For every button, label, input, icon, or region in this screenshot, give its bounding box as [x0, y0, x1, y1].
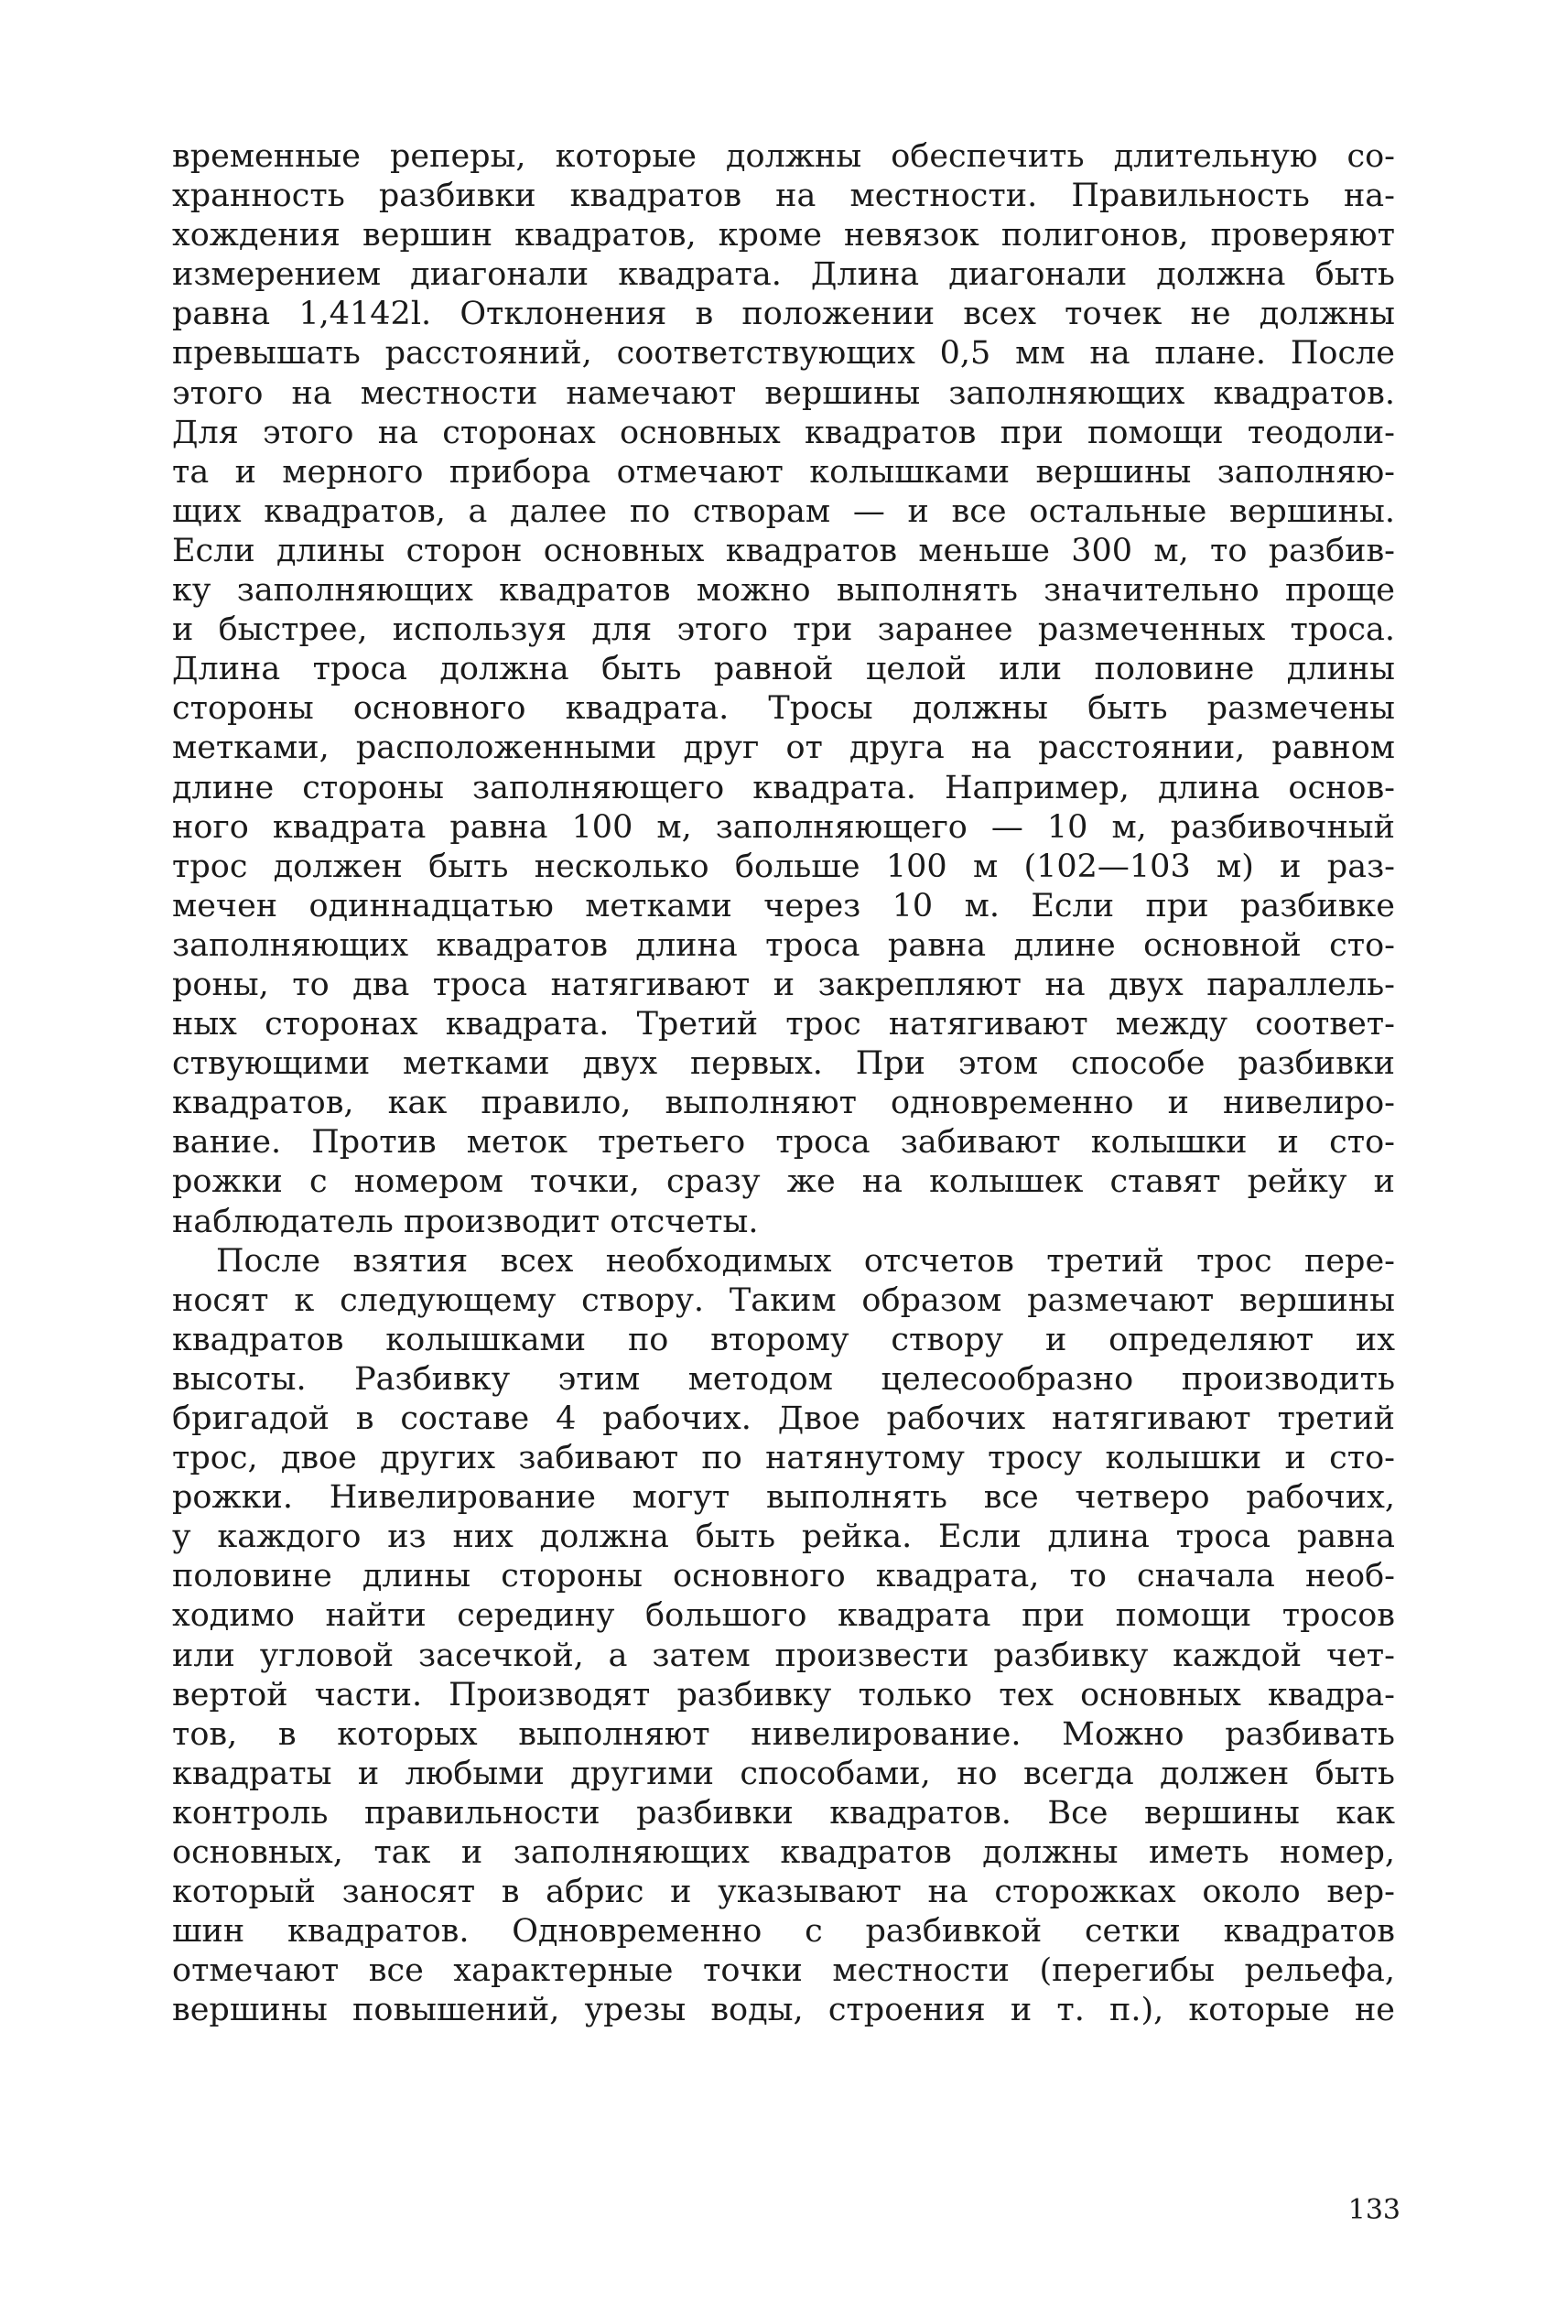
- text-line: ходимо найти середину большого квадрата при помощи тросов: [172, 1597, 1395, 1635]
- text-line: тов, в которых выполняют нивелирование. Можно разбивать: [172, 1715, 1395, 1753]
- text-line: или угловой засечкой, а затем произвести разбивку каждой чет-: [172, 1637, 1395, 1674]
- text-line: хранность разбивки квадратов на местности. Правильность на-: [172, 178, 1395, 215]
- text-line: трос должен быть несколько больше 100 м (102—103 м) и раз-: [172, 848, 1395, 885]
- text-line: длине стороны заполняющего квадрата. Например, длина основ-: [172, 769, 1395, 806]
- text-line: вертой части. Производят разбивку только тех основных квадра-: [172, 1676, 1395, 1713]
- text-line: Для этого на сторонах основных квадратов при помощи теодоли-: [172, 414, 1395, 451]
- text-line: рожки. Нивелирование могут выполнять все четверо рабочих,: [172, 1479, 1395, 1517]
- text-line: мечен одиннадцатью метками через 10 м. Если при разбивке: [172, 887, 1395, 924]
- text-line: квадратов колышками по второму створу и определяют их: [172, 1321, 1395, 1358]
- text-line: основных, так и заполняющих квадратов должны иметь номер,: [172, 1834, 1395, 1872]
- text-line: хождения вершин квадратов, кроме невязок полигонов, проверяют: [172, 217, 1395, 254]
- text-line: Если длины сторон основных квадратов меньше 300 м, то разбив-: [172, 532, 1395, 569]
- text-line: носят к следующему створу. Таким образом размечают вершины: [172, 1281, 1395, 1319]
- text-line: ных сторонах квадрата. Третий трос натягивают между соответ-: [172, 1006, 1395, 1043]
- text-line: и быстрее, используя для этого три заранее размеченных троса.: [172, 611, 1395, 649]
- text-line: квадраты и любыми другими способами, но всегда должен быть: [172, 1755, 1395, 1792]
- text-line: измерением диагонали квадрата. Длина диагонали должна быть: [172, 256, 1395, 294]
- body-text: [172, 137, 1395, 2031]
- text-line: та и мерного прибора отмечают колышками вершины заполняю-: [172, 453, 1395, 491]
- page-number: 133: [1347, 2194, 1400, 2226]
- text-line: который заносят в абрис и указывают на сторожках около вер-: [172, 1874, 1395, 1911]
- text-line: ного квадрата равна 100 м, заполняющего — 10 м, разбивочный: [172, 808, 1395, 846]
- paragraph-end-line: наблюдатель производит отсчеты.: [172, 1203, 759, 1240]
- text-line: ку заполняющих квадратов можно выполнять значительно проще: [172, 572, 1395, 610]
- text-line: у каждого из них должна быть рейка. Если длина троса равна: [172, 1519, 1395, 1556]
- text-line: трос, двое других забивают по натянутому тросу колышки и сто-: [172, 1440, 1395, 1477]
- text-line: Длина троса должна быть равной целой или половине длины: [172, 651, 1395, 688]
- text-line: метками, расположенными друг от друга на расстоянии, равном: [172, 730, 1395, 767]
- paragraph-start-line: После взятия всех необходимых отсчетов третий трос пере-: [216, 1242, 1395, 1280]
- text-line: временные реперы, которые должны обеспечить длительную со-: [172, 138, 1395, 175]
- text-line: ствующими метками двух первых. При этом способе разбивки: [172, 1045, 1395, 1083]
- text-line: высоты. Разбивку этим методом целесообразно производить: [172, 1360, 1395, 1398]
- text-line: этого на местности намечают вершины заполняющих квадратов.: [172, 374, 1395, 412]
- text-line: превышать расстояний, соответствующих 0,5 мм на плане. После: [172, 335, 1395, 373]
- text-line: стороны основного квадрата. Тросы должны быть размечены: [172, 690, 1395, 728]
- text-line: вершины повышений, урезы воды, строения и т. п.), которые не: [172, 1992, 1395, 2029]
- text-line: вание. Против меток третьего троса забивают колышки и сто-: [172, 1124, 1395, 1162]
- text-line: рожки с номером точки, сразу же на колышек ставят рейку и: [172, 1163, 1395, 1201]
- text-line: отмечают все характерные точки местности (перегибы рельефа,: [172, 1952, 1395, 1990]
- text-line: половине длины стороны основного квадрата, то сначала необ-: [172, 1558, 1395, 1595]
- text-line: квадратов, как правило, выполняют одновременно и нивелиро-: [172, 1085, 1395, 1122]
- text-line: контроль правильности разбивки квадратов. Все вершины как: [172, 1794, 1395, 1832]
- text-line: бригадой в составе 4 рабочих. Двое рабочих натягивают третий: [172, 1400, 1395, 1437]
- text-line: равна 1,4142l. Отклонения в положении всех точек не должны: [172, 296, 1395, 333]
- text-line: шин квадратов. Одновременно с разбивкой сетки квадратов: [172, 1913, 1395, 1951]
- text-line: заполняющих квадратов длина троса равна длине основной сто-: [172, 926, 1395, 964]
- text-line: щих квадратов, а далее по створам — и все остальные вершины.: [172, 492, 1395, 530]
- text-line: роны, то два троса натягивают и закрепляют на двух параллель-: [172, 966, 1395, 1003]
